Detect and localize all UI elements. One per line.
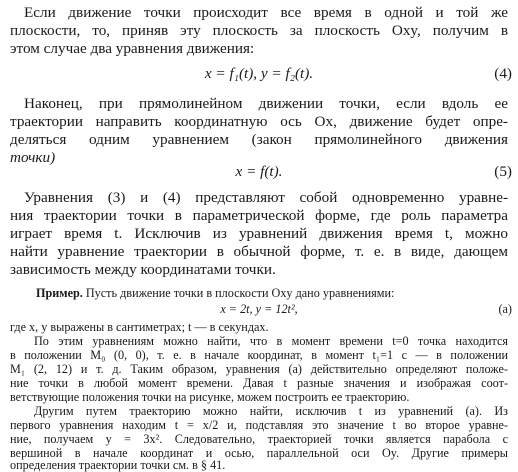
small-line-4: M₁ (2, 12) и т. д. Таким образом, уравнения (а) действительно определяют положе- — [10, 362, 508, 376]
example-label: Пример. — [36, 286, 83, 300]
small-line-5: ние точки в любой момент времени. Давая t разные значения и изображая соот- — [10, 376, 508, 390]
small-line-2: По этим уравнениям можно найти, что в момент времени t=0 точка находится — [34, 334, 508, 348]
para1-line-1: Если движение точки происходит все время в одной и той же — [24, 4, 508, 21]
para3-line-2: ния траектории точки в параметрической форме, где роль параметра — [10, 207, 508, 224]
equation-5: x = f(t). (5) — [235, 163, 512, 180]
example-heading — [36, 286, 518, 300]
small-line-1: где x, y выражены в сантиметрах; t — в секундах. — [10, 320, 269, 334]
equation-a-number: (а) — [498, 302, 512, 316]
equation-5-number: (5) — [494, 163, 512, 180]
small-line-3: в положении M₀ (0, 0), т. е. в начале координат, в момент t₁=1 с — в положении — [10, 348, 508, 362]
para3-line-1: Уравнения (3) и (4) представляют собой одновременно уравне- — [24, 189, 508, 206]
equation-4-number: (4) — [494, 65, 512, 82]
para2-line-1: Наконец, при прямолинейном движении точки, если вдоль ее — [24, 95, 508, 112]
para3-line-3: играет время t. Исключив из уравнений движения время t, можно — [10, 225, 508, 242]
example-text: Пусть движение точки в плоскости Oxy дано уравнениями: — [85, 286, 395, 300]
para2-line-2: траектории направить координатную ось Ox, движение будет опре- — [10, 113, 508, 130]
small-line-6: ветствующие положения точки на рисунке, можем построить ее траекторию. — [10, 390, 410, 404]
para1-line-2: плоскости, то, приняв эту плоскость за плоскость Oxy, получим в — [10, 22, 508, 39]
small-line-8: первого уравнения находим t = x/2 и, подставляя это значение t во второе уравне- — [10, 418, 508, 432]
equation-4: x = f₁(t), y = f₂(t). (4) — [204, 65, 512, 82]
small-line-10: вершиной в начале координат и осью, параллельной оси Oy. Другие примеры — [10, 446, 508, 460]
small-line-9: ние, получаем y = 3x². Следовательно, траекторией точки является парабола с — [10, 432, 508, 446]
para1-line-3: этом случае два уравнения движения: — [10, 40, 255, 57]
small-line-11: определения траектории точки см. в § 41. — [10, 458, 226, 472]
para2-line-3: деляться одним уравнением (закон прямолинейного движения — [10, 131, 508, 148]
para2-line-4: точки) — [10, 149, 56, 166]
small-line-7: Другим путем траекторию можно найти, исключив t из уравнений (а). Из — [34, 404, 508, 418]
para3-line-5: зависимость между координатами точки. — [10, 261, 276, 278]
para3-line-4: найти уравнение траектории в обычной форме, т. е. в виде, дающем — [10, 243, 508, 260]
equation-a: x = 2t, y = 12t², (а) — [220, 302, 512, 316]
